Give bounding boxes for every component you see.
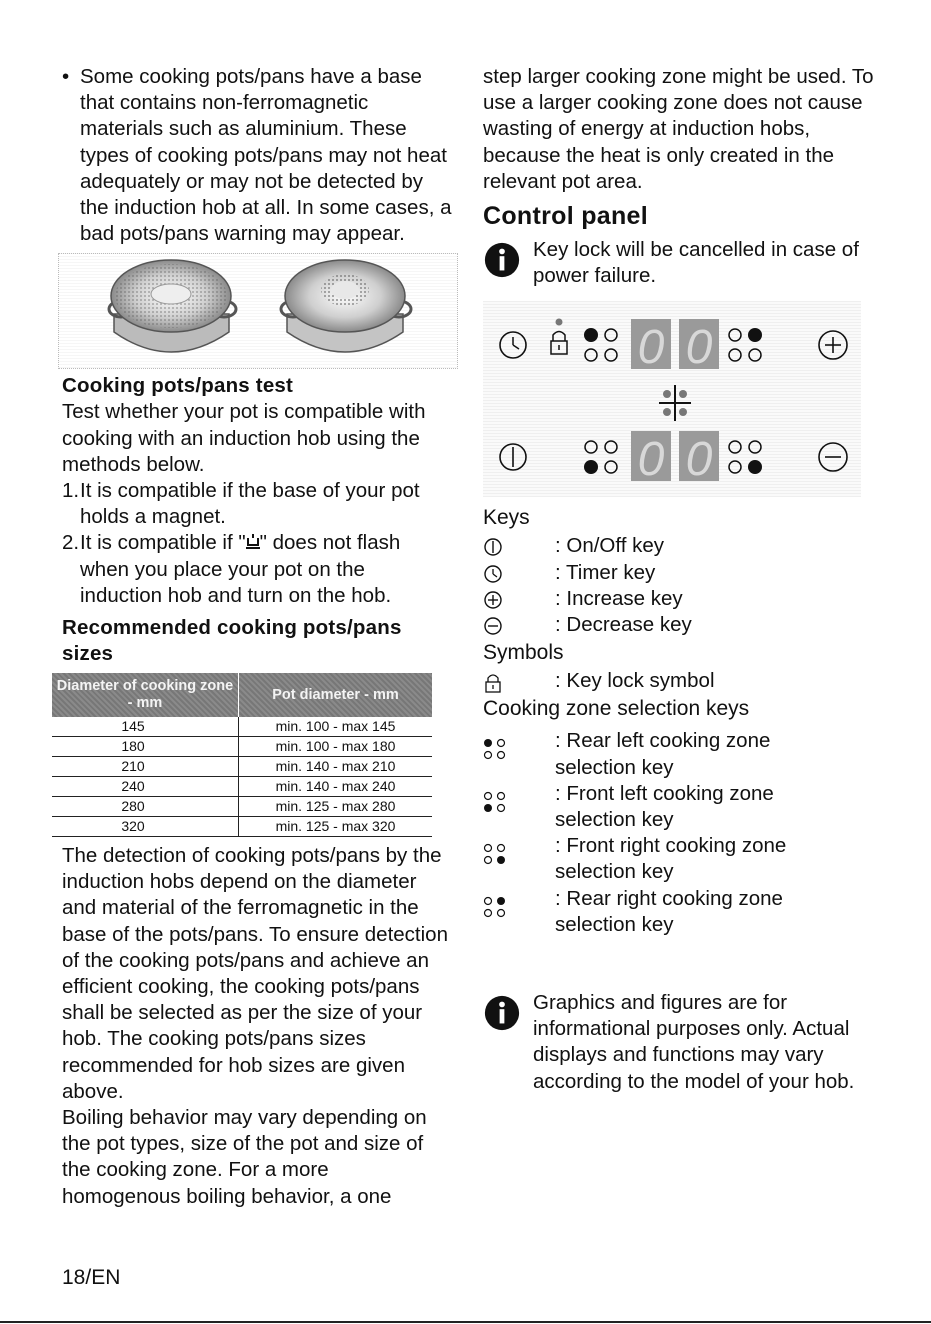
zone-label-line1: : Front left cooking zone: [555, 781, 774, 805]
sizes-heading: Recommended cooking pots/pans sizes: [62, 616, 402, 666]
left-column: [56, 64, 452, 1210]
info-note-keylock: [483, 237, 878, 289]
lock-icon: [483, 672, 503, 694]
display-bottom-left: [631, 431, 671, 486]
zone-bridge-symbol: [659, 385, 691, 421]
info-icon: [483, 994, 521, 1032]
bottom-rule: [0, 1321, 931, 1323]
rear-right-zone-icon: [483, 896, 507, 918]
table-header-zone: Diameter of cooking zone - mm: [52, 673, 239, 717]
bad-pot-icon: [246, 534, 260, 550]
table-cell-zone: 210: [52, 757, 239, 777]
list-item: [62, 478, 452, 530]
table-cell-pot: min. 125 - max 320: [239, 817, 433, 837]
key-label: : Increase key: [555, 586, 683, 610]
list-text-start: It is compatible if ": [80, 531, 246, 555]
svg-text:0: 0: [637, 321, 665, 375]
front-left-zone-icon: [483, 791, 507, 813]
control-panel-diagram: [483, 301, 861, 497]
info-text: Graphics and figures are for informational purposes only. Actual displays and functions may vary according to the model of your hob.: [533, 991, 855, 1093]
on-off-key: [500, 444, 526, 470]
key-row-decrease: [483, 612, 878, 638]
zone-label-line2: selection key: [555, 755, 674, 779]
list-text: It is compatible if the base of your pot holds a magnet.: [80, 479, 420, 529]
table-cell-pot: min. 100 - max 180: [239, 737, 433, 757]
table-row: [52, 797, 432, 817]
bullet-paragraph: [62, 64, 452, 247]
table-cell-zone: 180: [52, 737, 239, 757]
table-cell-zone: 240: [52, 777, 239, 797]
display-top-left: [631, 319, 671, 374]
lock-symbol: [551, 332, 567, 355]
zone-keys-heading: Cooking zone selection keys: [483, 697, 750, 721]
pot-ferromagnetic: [281, 260, 411, 352]
page-number: 18/EN: [62, 1266, 121, 1289]
display-bottom-right: [679, 431, 719, 486]
pot-sizes-table: [52, 673, 432, 837]
pots-test-heading: Cooking pots/pans test: [62, 374, 294, 398]
rear-right-zone-key: [729, 328, 762, 361]
key-label: : Decrease key: [555, 613, 692, 637]
list-number: 2.: [62, 531, 80, 555]
front-left-zone-key: [584, 441, 617, 474]
pots-test-list: [62, 478, 452, 609]
power-icon: [483, 537, 503, 557]
front-right-zone-key: [729, 441, 762, 474]
info-text: Key lock will be cancelled in case of power failure.: [533, 238, 859, 288]
bullet-dot: •: [62, 65, 70, 88]
table-row: [52, 737, 432, 757]
table-header-pot: Pot diameter - mm: [239, 673, 433, 717]
table-row: [52, 757, 432, 777]
svg-text:0: 0: [685, 321, 713, 375]
table-cell-pot: min. 125 - max 280: [239, 797, 433, 817]
svg-text:0: 0: [685, 433, 713, 487]
decrease-key: [819, 443, 847, 471]
table-cell-zone: 145: [52, 717, 239, 737]
table-cell-pot: min. 100 - max 145: [239, 717, 433, 737]
continued-text: step larger cooking zone might be used. To use a larger cooking zone does not cause wasting of energy at induction hobs, because the heat is only created in the relevant pot area.: [483, 65, 874, 193]
pots-illustration: [58, 253, 458, 369]
key-label: : On/Off key: [555, 534, 664, 558]
timer-icon: [483, 564, 503, 584]
pots-drawing: [59, 254, 457, 368]
zone-label-line1: : Rear right cooking zone: [555, 886, 783, 910]
list-text-end: " does not flash when you place your pot on the induction hob and turn on the hob.: [80, 531, 401, 607]
front-right-zone-icon: [483, 843, 507, 865]
table-cell-pot: min. 140 - max 240: [239, 777, 433, 797]
table-cell-pot: min. 140 - max 210: [239, 757, 433, 777]
table-row: [52, 717, 432, 737]
table-row: [52, 777, 432, 797]
list-item: [62, 530, 452, 609]
zone-row-front-left: [483, 781, 878, 833]
info-icon: [483, 241, 521, 279]
increase-key: [819, 331, 847, 359]
key-row-increase: [483, 586, 878, 612]
rear-left-zone-icon: [483, 738, 507, 760]
zone-row-rear-right: [483, 886, 878, 938]
table-row: [52, 817, 432, 837]
keys-heading: Keys: [483, 506, 530, 530]
zone-label-line1: : Rear left cooking zone: [555, 729, 771, 753]
control-panel-drawing: [483, 301, 861, 497]
symbols-heading: Symbols: [483, 641, 564, 665]
table-cell-zone: 320: [52, 817, 239, 837]
key-row-timer: [483, 560, 878, 586]
right-column: [483, 64, 878, 1095]
rear-left-zone-key: [584, 328, 617, 361]
table-header-row: [52, 673, 432, 717]
boiling-text: Boiling behavior may vary depending on the pot types, size of the pot and size of the cooking zone. For a more homogenous boiling behavior, a one: [62, 1106, 427, 1208]
control-panel-heading: Control panel: [483, 202, 649, 231]
zone-label-line2: selection key: [555, 808, 674, 832]
key-label: : Timer key: [555, 560, 656, 584]
detection-text: The detection of cooking pots/pans by the induction hobs depend on the diameter and material of the ferromagnetic in the base of the pots/pans. To ensure detection of the cooking pots/pans and achieve an efficient cooking, the cooking pots/pans shall be selected as per the size of your hob. The cooking pots/pans sizes recommended for hob sizes are given above.: [62, 844, 448, 1103]
plus-icon: [483, 590, 503, 610]
zone-label-line1: : Front right cooking zone: [555, 834, 787, 858]
symbol-row-lock: [483, 668, 878, 694]
key-row-on-off: [483, 533, 878, 559]
lock-indicator-dot: [556, 319, 563, 326]
timer-key: [500, 332, 526, 358]
pots-test-intro: Test whether your pot is compatible with cooking with an induction hob using the methods below.: [62, 400, 426, 476]
bullet-text: Some cooking pots/pans have a base that contains non-ferromagnetic materials such as aluminium. These types of cooking pots/pans may not heat adequately or may not be detected by the induction hob at all. In some cases, a bad pots/pans warning may appear.: [80, 65, 452, 246]
list-number: 1.: [62, 479, 80, 503]
svg-text:0: 0: [637, 433, 665, 487]
zone-label-line2: selection key: [555, 860, 674, 884]
display-top-right: [679, 319, 719, 374]
table-cell-zone: 280: [52, 797, 239, 817]
pot-aluminium: [109, 260, 236, 352]
zone-row-front-right: [483, 833, 878, 885]
minus-icon: [483, 616, 503, 636]
zone-label-line2: selection key: [555, 912, 674, 936]
info-note-graphics: [483, 990, 878, 1095]
symbol-label: : Key lock symbol: [555, 669, 715, 693]
zone-row-rear-left: [483, 728, 878, 780]
